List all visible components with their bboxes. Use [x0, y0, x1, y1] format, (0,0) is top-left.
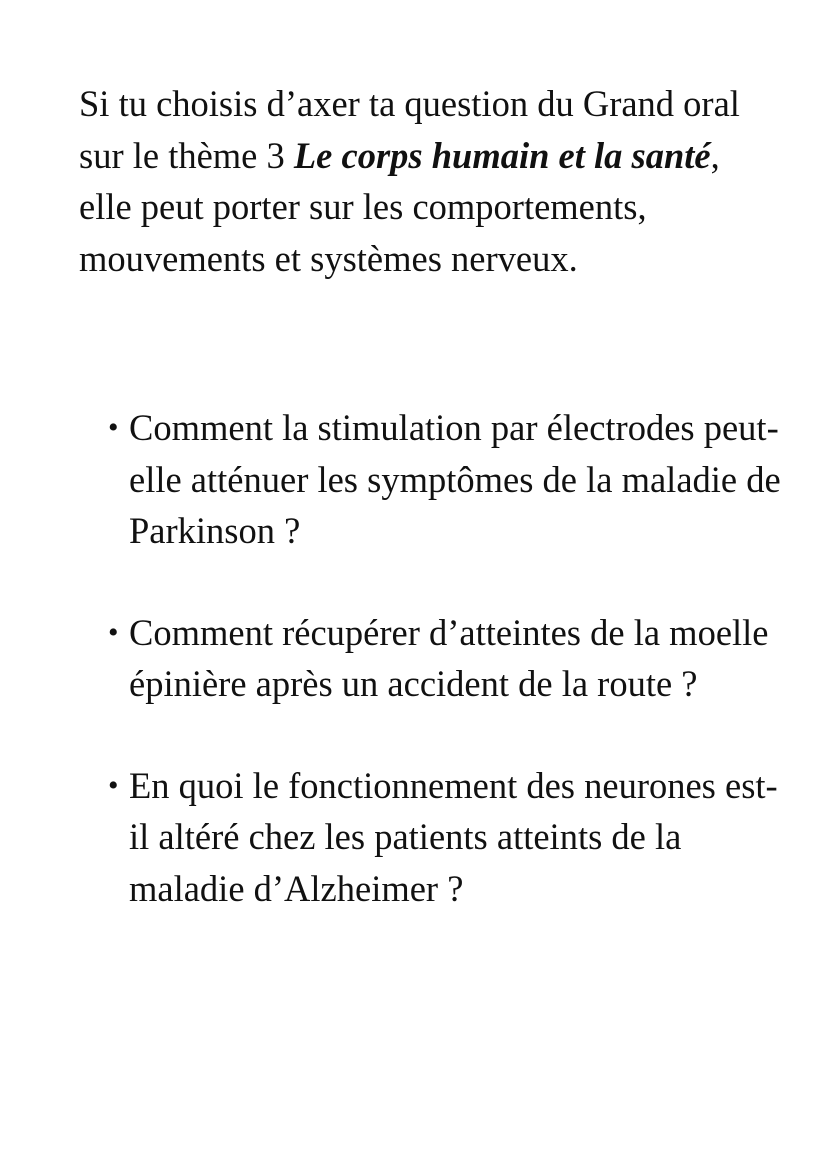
question-text: En quoi le fonctionnement des neurones est-il altéré chez les patients atteints de la maladie d’Alzheimer ?: [129, 764, 778, 909]
question-item-1: [108, 402, 788, 557]
bullet-icon: •: [108, 411, 119, 444]
intro-text-end: , elle peut porter sur les comportements, mouvements et systèmes nerveux.: [79, 134, 720, 279]
bullet-icon: •: [108, 768, 119, 802]
intro-text-start: Si tu choisis d’axer ta question du Grand oral sur le thème 3: [79, 83, 740, 176]
question-item-3: [108, 760, 788, 915]
theme-title: Le corps humain et la santé: [293, 134, 711, 176]
intro-paragraph: [79, 78, 769, 284]
bullet-icon: •: [108, 615, 119, 649]
question-text: Comment la stimulation par électrodes peut-elle atténuer les symptômes de la maladie de Parkinson ?: [129, 407, 781, 551]
question-text: Comment récupérer d’atteintes de la moelle épinière après un accident de la route ?: [129, 611, 769, 704]
question-item-2: [108, 607, 788, 710]
question-list: [108, 402, 788, 964]
